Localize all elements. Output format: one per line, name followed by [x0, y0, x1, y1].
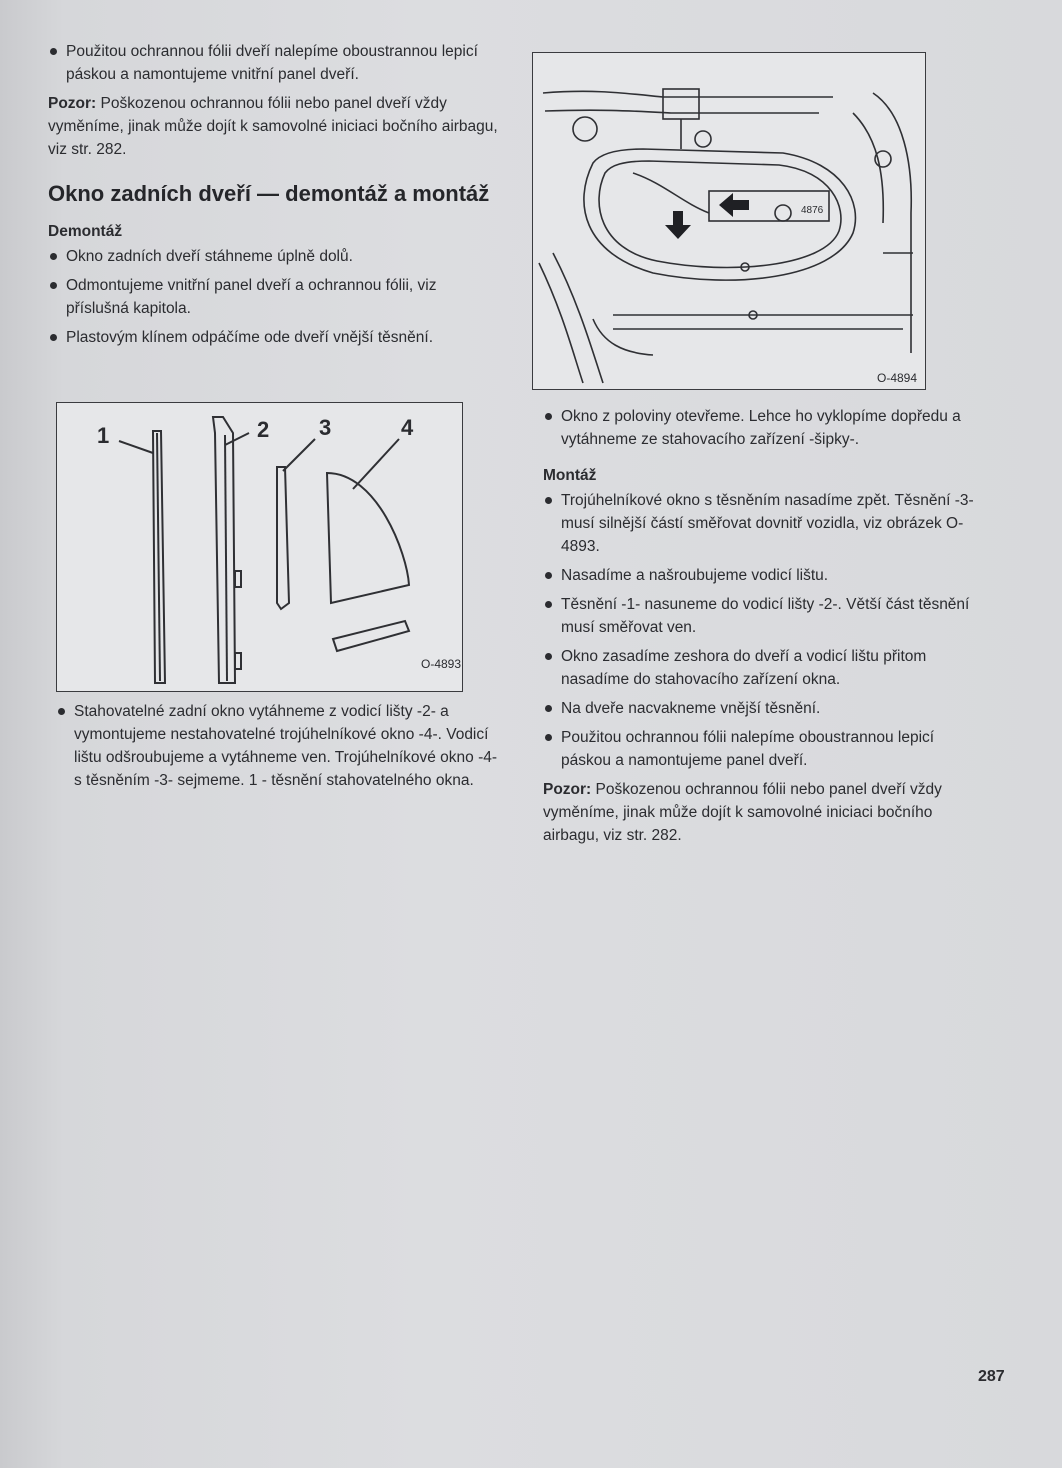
demontaz-heading: Demontáž	[48, 223, 123, 240]
montaz-step-2: Nasadíme a našroubujeme vodicí lištu.	[543, 564, 988, 587]
figure-code-right: O-4894	[877, 371, 918, 385]
demontaz-step-1: Okno zadních dveří stáhneme úplně dolů.	[48, 245, 498, 268]
open-window-bullet: Okno z poloviny otevřeme. Lehce ho vyklopíme dopředu a vytáhneme ze stahovacího zařízení -šipky-.	[543, 405, 988, 451]
removal-step-bullet: Stahovatelné zadní okno vytáhneme z vodicí lišty -2- a vymontujeme nestahovatelné trojúhelníkové okno -4-. Vodicí lištu odšroubujeme a vytáhneme ven. Trojúhelníkové okno -4- s těsněním -3- sejmeme. 1 - těsnění stahovatelného okna.	[56, 700, 501, 792]
label-3: 3	[319, 415, 332, 440]
warning-label: Pozor:	[48, 95, 97, 112]
label-4: 4	[401, 415, 414, 440]
right-column	[543, 405, 988, 847]
warning-note-top	[48, 92, 498, 161]
left-column	[48, 40, 498, 355]
montaz-step-4: Okno zasadíme zeshora do dveří a vodicí lištu přitom nasadíme do stahovacího zařízení okna.	[543, 645, 988, 691]
warning-text-2: Poškozenou ochrannou fólii nebo panel dveří vždy vyměníme, jinak může dojít k samovolné iniciaci bočního airbagu, viz str. 282.	[543, 781, 942, 844]
warning-text: Poškozenou ochrannou fólii nebo panel dveří vždy vyměníme, jinak může dojít k samovolné iniciaci bočního airbagu, viz str. 282.	[48, 95, 498, 158]
demontaz-step-2: Odmontujeme vnitřní panel dveří a ochrannou fólii, viz příslušná kapitola.	[48, 274, 498, 320]
left-column-lower	[56, 700, 501, 798]
label-2: 2	[257, 417, 270, 442]
demontaz-step-3: Plastovým klínem odpáčíme ode dveří vnější těsnění.	[48, 326, 498, 349]
warning-label-2: Pozor:	[543, 781, 592, 798]
window-parts-drawing	[57, 403, 462, 691]
page-number: 287	[978, 1368, 1005, 1385]
figure-window-parts	[56, 402, 463, 692]
warning-note-bottom	[543, 778, 988, 847]
montaz-step-1: Trojúhelníkové okno s těsněním nasadíme zpět. Těsnění -3- musí silnější částí směřovat dovnitř vozidla, viz obrázek O-4893.	[543, 489, 988, 558]
montaz-heading: Montáž	[543, 467, 597, 484]
section-title: Okno zadních dveří — demontáž a montáž	[48, 181, 490, 206]
inner-code: 4876	[801, 205, 824, 216]
montaz-step-3: Těsnění -1- nasuneme do vodicí lišty -2-. Větší část těsnění musí směřovat ven.	[543, 593, 988, 639]
intro-bullet: Použitou ochrannou fólii dveří nalepíme oboustrannou lepicí páskou a namontujeme vnitřní panel dveří.	[48, 40, 498, 86]
door-interior-drawing	[533, 53, 925, 389]
label-1: 1	[97, 423, 110, 448]
montaz-step-5: Na dveře nacvakneme vnější těsnění.	[543, 697, 988, 720]
figure-code-left: O-4893	[421, 657, 462, 671]
figure-door-interior	[532, 52, 926, 390]
montaz-step-6: Použitou ochrannou fólii nalepíme oboustrannou lepicí páskou a namontujeme panel dveří.	[543, 726, 988, 772]
